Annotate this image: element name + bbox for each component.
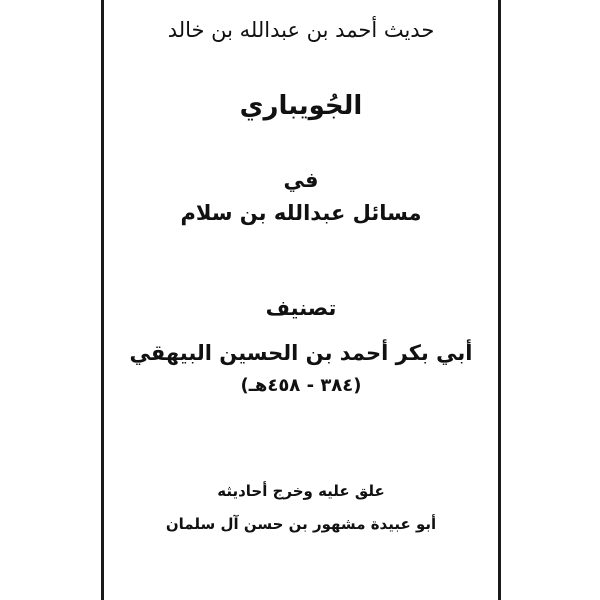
preposition: في <box>283 168 319 192</box>
author-dates: (٣٨٤ - ٤٥٨هـ) <box>240 375 362 396</box>
compiled-by-label: تصنيف <box>265 296 337 320</box>
editor-name: أبو عبيدة مشهور بن حسن آل سلمان <box>165 515 437 533</box>
editor-label: علق عليه وخرج أحاديثه <box>217 482 385 500</box>
page-border-right <box>498 0 501 600</box>
book-topic: مسائل عبدالله بن سلام <box>180 201 422 225</box>
narrator-name: الجُويباري <box>239 91 363 121</box>
author-name: أبي بكر أحمد بن الحسين البيهقي <box>129 341 473 365</box>
book-title: حديث أحمد بن عبدالله بن خالد <box>167 18 435 42</box>
